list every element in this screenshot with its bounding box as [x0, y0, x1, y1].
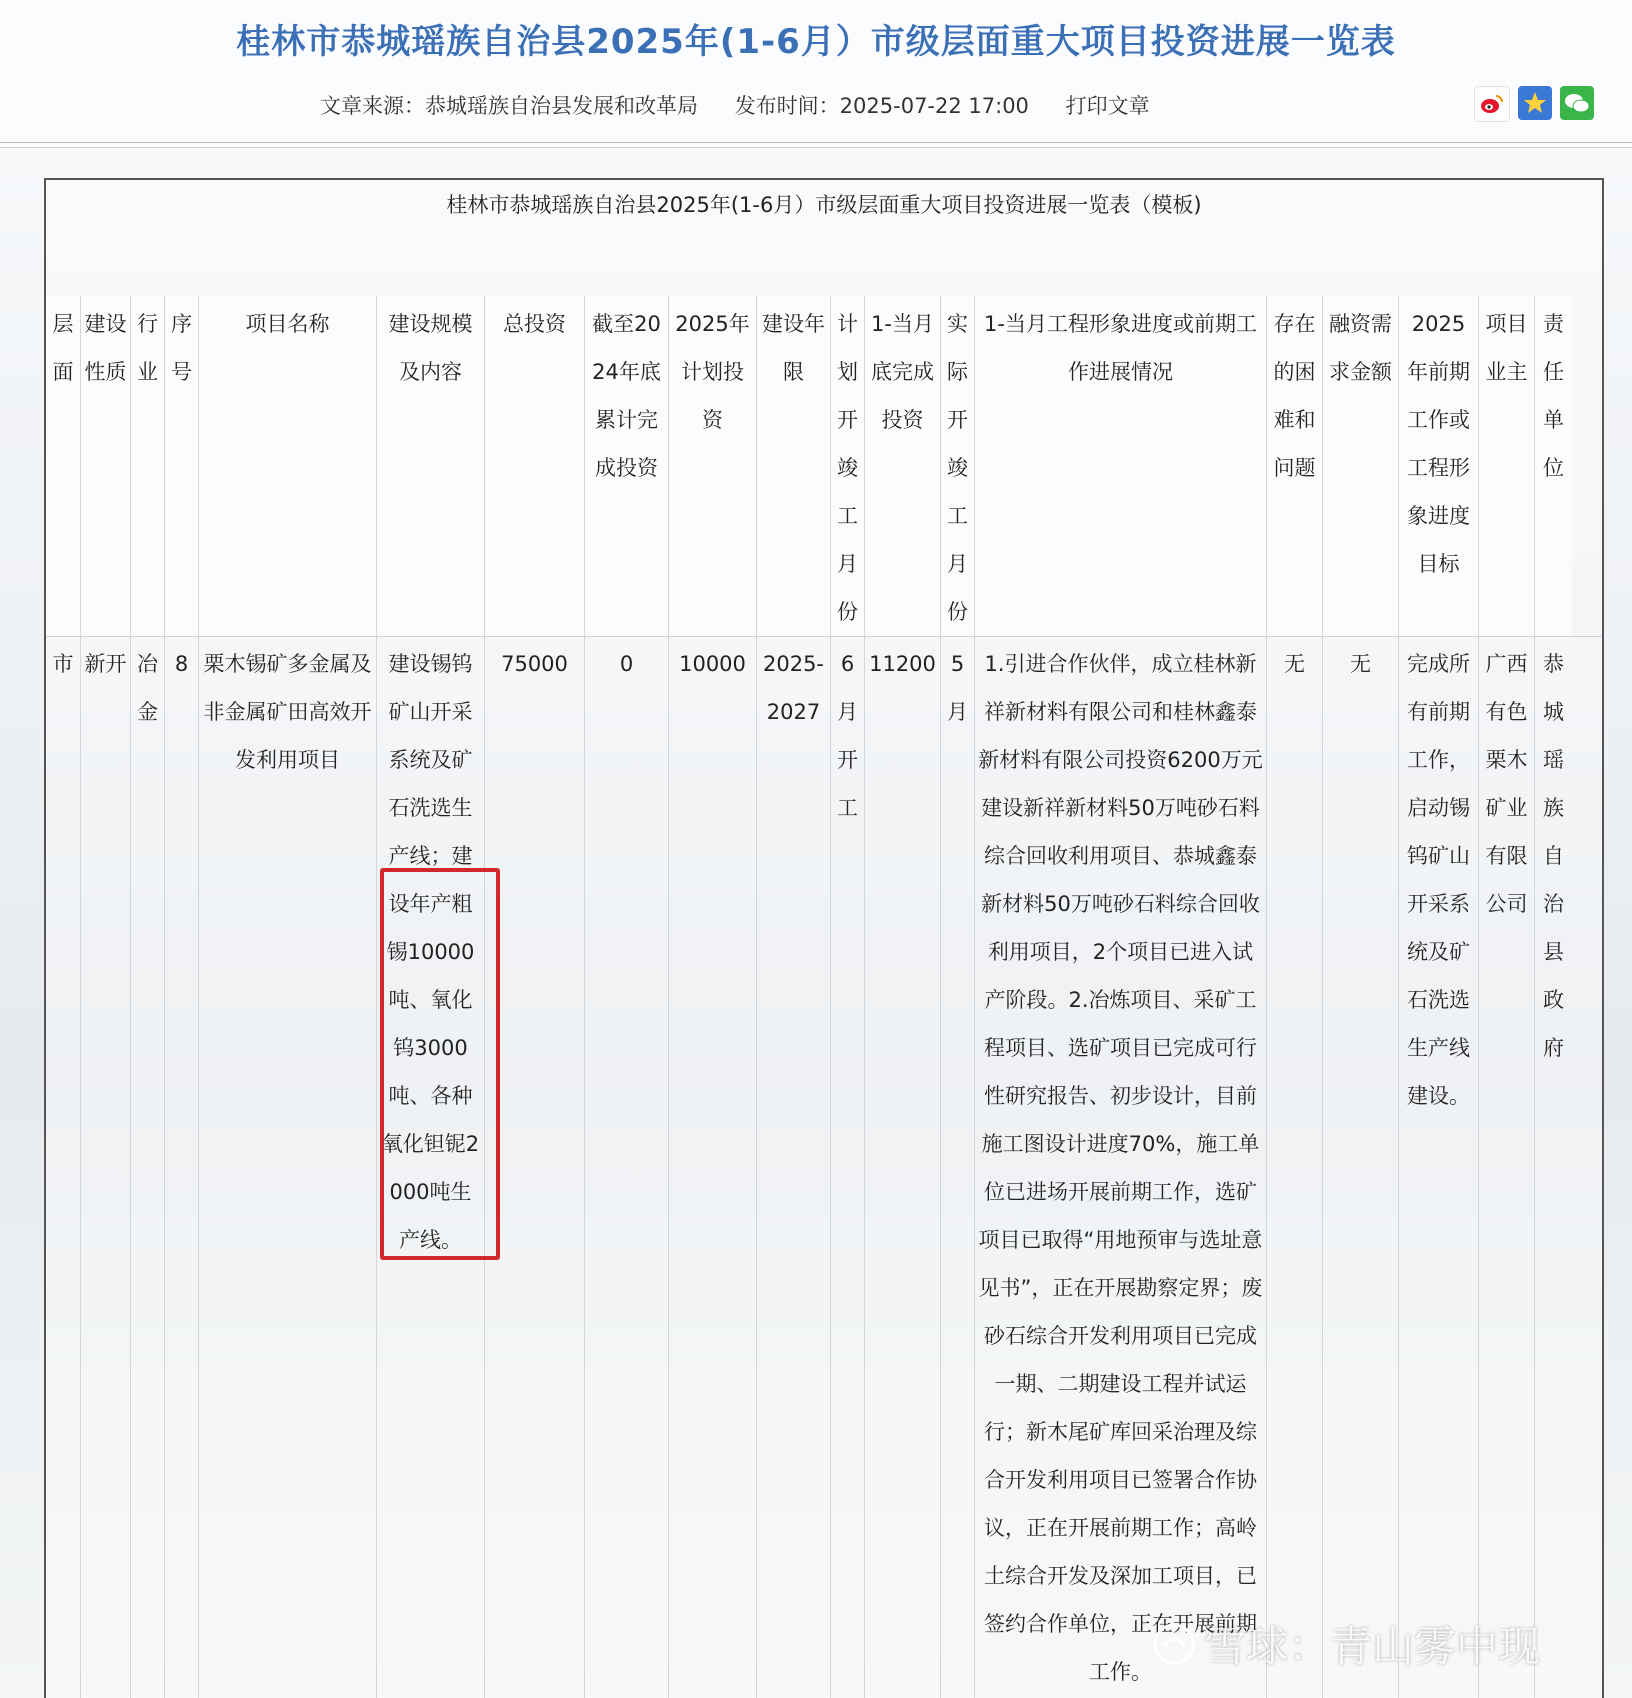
- header-cell: 融资需求金额: [1322, 296, 1398, 636]
- project-table: [44, 178, 1604, 1698]
- cell-target: 完成所有前期工作，启动锡钨矿山开采系统及矿石洗选生产线建设。: [1398, 636, 1478, 1698]
- cell-responsible: 恭城瑶族自治县政府: [1534, 636, 1572, 1698]
- cell-cumulative-2024: 0: [584, 636, 668, 1698]
- table-caption: 桂林市恭城瑶族自治县2025年(1-6月）市级层面重大项目投资进展一览表（模板): [446, 193, 1202, 217]
- header-cell: 行业: [130, 296, 164, 636]
- article-published: 发布时间：2025-07-22 17:00: [734, 94, 1029, 118]
- watermark: [1152, 1614, 1540, 1674]
- cell-period: 2025-2027: [756, 636, 830, 1698]
- cell-total-investment: 75000: [484, 636, 584, 1698]
- header-cell: 项目业主: [1478, 296, 1534, 636]
- article-header: [0, 0, 1632, 150]
- header-cell: 实际开竣工月份: [940, 296, 974, 636]
- highlight-box: [380, 868, 500, 1260]
- snowball-logo-icon: [1152, 1622, 1196, 1666]
- cell-project-name: 栗木锡矿多金属及非金属矿田高效开发利用项目: [198, 636, 376, 1698]
- header-cell: 项目名称: [198, 296, 376, 636]
- cell-level: 市: [52, 652, 74, 676]
- header-cell: 总投资: [484, 296, 584, 636]
- article-meta: [320, 90, 1180, 120]
- cell-actual-start: 5月: [940, 636, 974, 1698]
- header-cell: 存在的困难和问题: [1266, 296, 1322, 636]
- header-cell: 截至2024年底累计完成投资: [584, 296, 668, 636]
- header-cell: 1-当月底完成投资: [864, 296, 940, 636]
- header-cell: 1-当月工程形象进度或前期工作进展情况: [974, 296, 1266, 636]
- article-source: 文章来源：恭城瑶族自治县发展和改革局: [320, 94, 698, 118]
- weibo-icon[interactable]: [1474, 86, 1510, 122]
- header-cell: 2025年前期工作或工程形象进度目标: [1398, 296, 1478, 636]
- wechat-icon[interactable]: [1560, 86, 1594, 120]
- cell-number: 8: [164, 636, 198, 1698]
- header-cell: 层面: [46, 296, 80, 636]
- table-header-row: [46, 296, 1602, 637]
- cell-progress: 1.引进合作伙伴，成立桂林新祥新材料有限公司和桂林鑫泰新材料有限公司投资6200万元建设新祥新材料50万吨砂石料综合回收利用项目、恭城鑫泰新材料50万吨砂石料综合回收利用项目，2个项目已进入试产阶段。2.冶炼项目、采矿工程项目、选矿项目已完成可行性研究报告、初步设计，目前施工图设计进度70%，施工单位已进场开展前期工作，选矿项目已取得“用地预审与选址意见书”，正在开展勘察定界；废砂石综合开发利用项目已完成一期、二期建设工程并试运行；新木尾矿库回采治理及综合开发利用项目已签署合作协议，正在开展前期工作；高岭土综合开发及深加工项目，已签约合作单位，正在开展前期工作。: [974, 636, 1266, 1698]
- cell-problems: 无: [1266, 636, 1322, 1698]
- cell-industry: 冶金: [130, 636, 164, 1698]
- cell-scale: 建设锡钨矿山开采系统及矿石洗选生产线；建设年产粗锡10000吨、氧化钨3000吨、各种氧化钽铌2000吨生产线。: [376, 636, 484, 1698]
- header-cell: 建设年限: [756, 296, 830, 636]
- header-divider-secondary: [0, 147, 1632, 148]
- article-title: 桂林市恭城瑶族自治县2025年(1-6月）市级层面重大项目投资进展一览表: [236, 22, 1396, 62]
- header-cell: 责任单位: [1534, 296, 1572, 636]
- header-cell: 建设规模及内容: [376, 296, 484, 636]
- share-bar: [1474, 86, 1594, 122]
- header-cell: 2025年计划投资: [668, 296, 756, 636]
- cell-planned-start: 6月开工: [830, 636, 864, 1698]
- cell-nature: 新开: [80, 636, 130, 1698]
- cell-owner: 广西有色栗木矿业有限公司: [1478, 636, 1534, 1698]
- header-cell: 计划开竣工月份: [830, 296, 864, 636]
- cell-financing: 无: [1322, 636, 1398, 1698]
- header-divider: [0, 142, 1632, 143]
- cell-ytd-investment: 11200: [864, 636, 940, 1698]
- header-cell: 序号: [164, 296, 198, 636]
- print-article-link[interactable]: 打印文章: [1065, 94, 1150, 118]
- header-cell: 建设性质: [80, 296, 130, 636]
- watermark-text: 雪球：青山雾中现: [1204, 1622, 1541, 1671]
- table-row: [46, 636, 1602, 1698]
- cell-plan-2025: 10000: [668, 636, 756, 1698]
- favorite-star-icon[interactable]: [1518, 86, 1552, 120]
